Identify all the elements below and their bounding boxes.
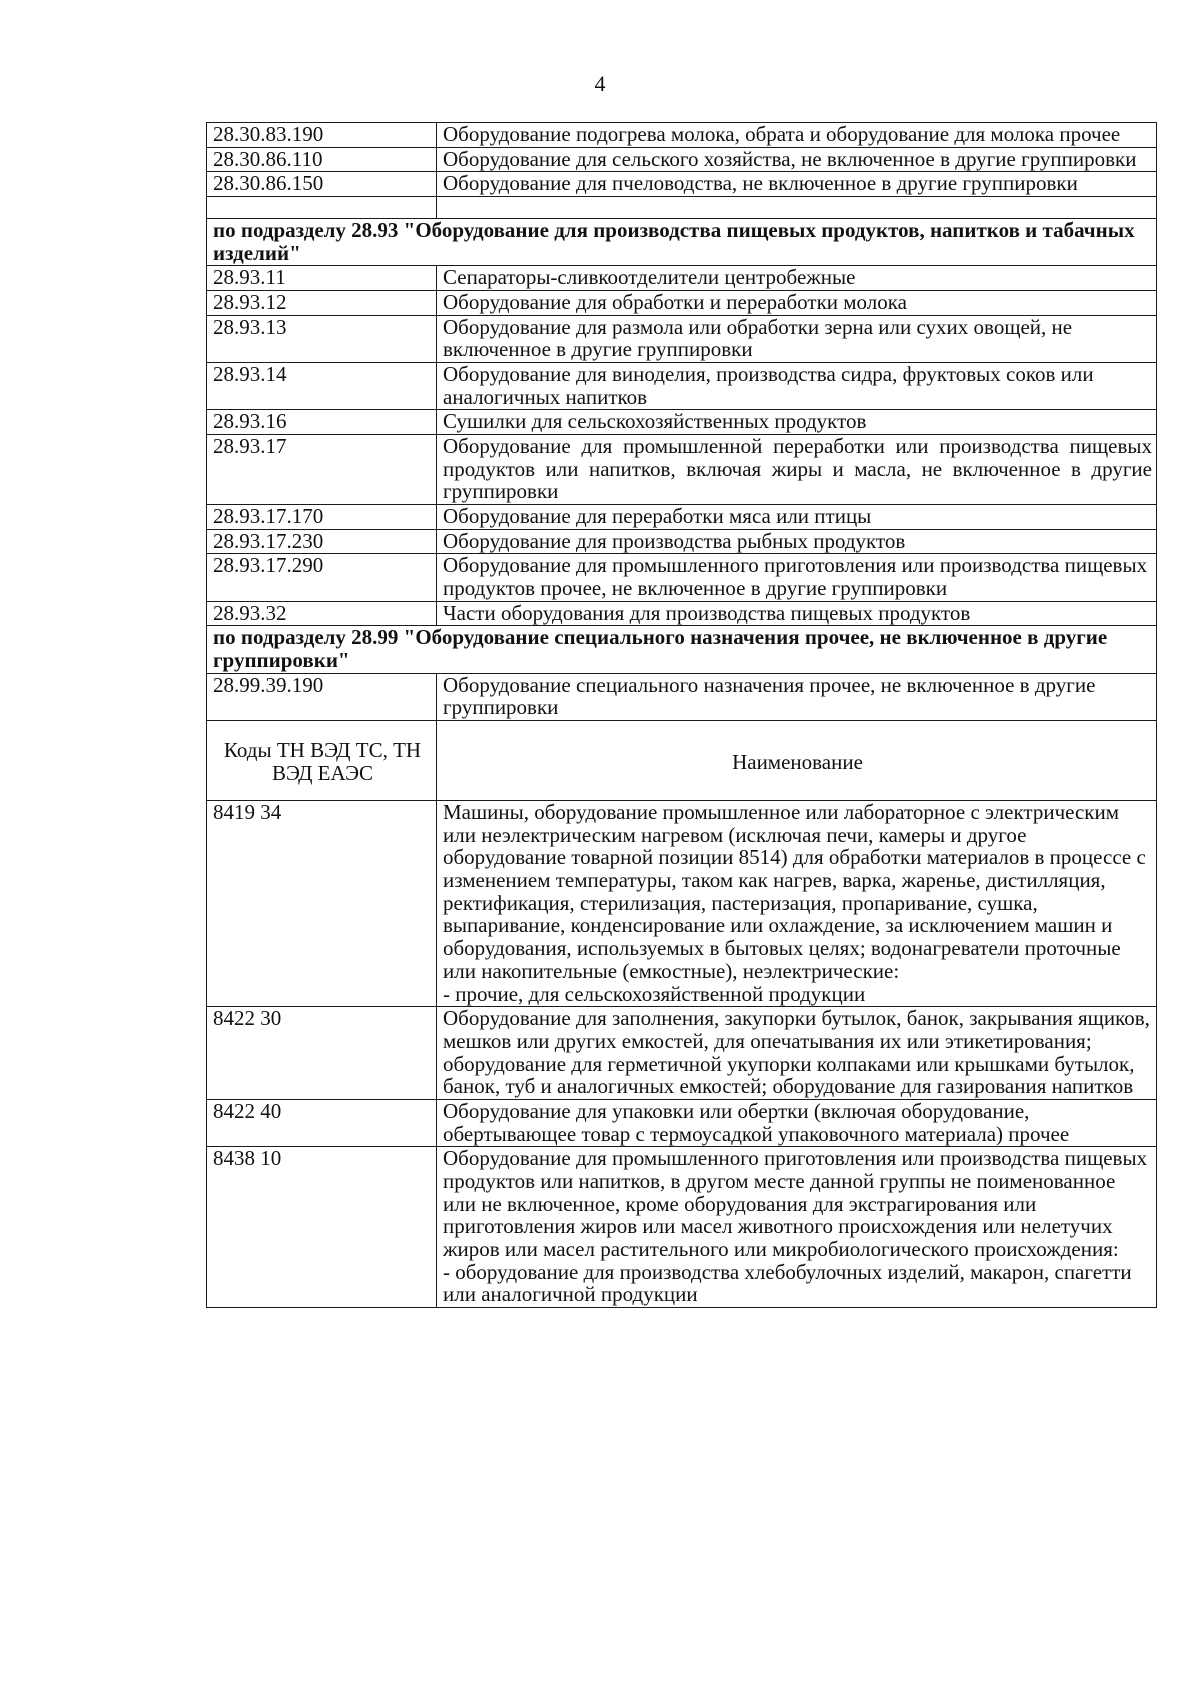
table-row bbox=[207, 147, 1157, 172]
table-row bbox=[207, 435, 1157, 505]
table-row bbox=[207, 123, 1157, 148]
table-row bbox=[207, 801, 1157, 1007]
section-heading-row bbox=[207, 219, 1157, 266]
okpd-code: 28.93.13 bbox=[207, 315, 437, 362]
section-heading-row bbox=[207, 626, 1157, 673]
okpd-name: Сепараторы-сливкоотделители центробежные bbox=[437, 266, 1157, 291]
empty-cell bbox=[437, 197, 1157, 219]
tnved-code: 8438 10 bbox=[207, 1147, 437, 1308]
table-row bbox=[207, 266, 1157, 291]
table-row bbox=[207, 363, 1157, 410]
table-row bbox=[207, 172, 1157, 197]
okpd-name: Оборудование для пчеловодства, не включенное в другие группировки bbox=[437, 172, 1157, 197]
table-row bbox=[207, 1147, 1157, 1308]
table-row bbox=[207, 673, 1157, 720]
tnved-code: 8422 40 bbox=[207, 1099, 437, 1146]
tnved-code: 8419 34 bbox=[207, 801, 437, 1007]
tnved-name-cell bbox=[437, 1147, 1157, 1308]
okpd-name: Оборудование для сельского хозяйства, не включенное в другие группировки bbox=[437, 147, 1157, 172]
okpd-code: 28.93.11 bbox=[207, 266, 437, 291]
okpd-name: Оборудование для обработки и переработки молока bbox=[437, 291, 1157, 316]
okpd-name: Оборудование для переработки мяса или птицы bbox=[437, 505, 1157, 530]
okpd-code: 28.93.32 bbox=[207, 601, 437, 626]
tnved-subitem: - прочие, для сельскохозяйственной продукции bbox=[443, 981, 866, 1006]
okpd-name: Части оборудования для производства пищевых продуктов bbox=[437, 601, 1157, 626]
table-row bbox=[207, 315, 1157, 362]
okpd-code: 28.93.17.290 bbox=[207, 554, 437, 601]
okpd-code: 28.93.12 bbox=[207, 291, 437, 316]
section-heading-2899: по подразделу 28.99 "Оборудование специального назначения прочее, не включенное в другие группировки" bbox=[207, 626, 1157, 673]
okpd-name: Оборудование для промышленного приготовления или производства пищевых продуктов прочее, не включенное в другие группировки bbox=[437, 554, 1157, 601]
okpd-name: Оборудование для промышленной переработки или производства пищевых продуктов или напитков, включая жиры и масла, не включенное в другие группировки bbox=[437, 435, 1157, 505]
table-row bbox=[207, 529, 1157, 554]
tnved-name-cell bbox=[437, 801, 1157, 1007]
table-row bbox=[207, 505, 1157, 530]
okpd-code: 28.30.83.190 bbox=[207, 123, 437, 148]
tnved-subitem: - оборудование для производства хлебобулочных изделий, макарон, спагетти или аналогичной продукции bbox=[443, 1259, 1132, 1307]
section-heading-2893: по подразделу 28.93 "Оборудование для производства пищевых продуктов, напитков и табачных изделий" bbox=[207, 219, 1157, 266]
tnved-name: Оборудование для промышленного приготовления или производства пищевых продуктов или напитков, в другом месте данной группы не поименованное или не включенное, кроме оборудования для экстрагирования или приготовления жиров или масел животного происхождения или нелетучих жиров или масел растительного или микробиологического происхождения: bbox=[443, 1146, 1148, 1261]
okpd-name: Оборудование подогрева молока, обрата и оборудование для молока прочее bbox=[437, 123, 1157, 148]
table-row bbox=[207, 554, 1157, 601]
okpd-code: 28.93.17 bbox=[207, 435, 437, 505]
classification-table bbox=[206, 122, 1157, 1308]
okpd-code: 28.30.86.110 bbox=[207, 147, 437, 172]
tnved-code: 8422 30 bbox=[207, 1007, 437, 1100]
tnved-header-row bbox=[207, 721, 1157, 801]
tnved-name: Оборудование для упаковки или обертки (включая оборудование, обертывающее товар с термоусадкой упаковочного материала) прочее bbox=[437, 1099, 1157, 1146]
table-row bbox=[207, 601, 1157, 626]
okpd-name: Оборудование для виноделия, производства сидра, фруктовых соков или аналогичных напитков bbox=[437, 363, 1157, 410]
table-row bbox=[207, 1007, 1157, 1100]
okpd-name: Оборудование для размола или обработки зерна или сухих овощей, не включенное в другие группировки bbox=[437, 315, 1157, 362]
table-row bbox=[207, 1099, 1157, 1146]
table-row bbox=[207, 410, 1157, 435]
tnved-name: Оборудование для заполнения, закупорки бутылок, банок, закрывания ящиков, мешков или других емкостей, для опечатывания их или этикетирования; оборудование для герметичной укупорки колпаками или крышками бутылок, банок, туб и аналогичных емкостей; оборудование для газирования напитков bbox=[437, 1007, 1157, 1100]
empty-cell bbox=[207, 197, 437, 219]
empty-row bbox=[207, 197, 1157, 219]
okpd-code: 28.93.16 bbox=[207, 410, 437, 435]
okpd-name: Оборудование для производства рыбных продуктов bbox=[437, 529, 1157, 554]
okpd-name: Оборудование специального назначения прочее, не включенное в другие группировки bbox=[437, 673, 1157, 720]
okpd-code: 28.30.86.150 bbox=[207, 172, 437, 197]
okpd-code: 28.93.14 bbox=[207, 363, 437, 410]
tnved-name: Машины, оборудование промышленное или лабораторное с электрическим или неэлектрическим нагревом (исключая печи, камеры и другое оборудование товарной позиции 8514) для обработки материалов в процессе с изменением температуры, таком как нагрев, варка, жаренье, дистилляция, ректификация, стерилизация, пастеризация, пропаривание, сушка, выпаривание, конденсирование или охлаждение, за исключением машин и оборудования, используемых в бытовых целях; водонагреватели проточные или накопительные (емкостные), неэлектрические: bbox=[443, 800, 1146, 983]
tnved-name-header: Наименование bbox=[437, 721, 1157, 801]
tnved-codes-header: Коды ТН ВЭД ТС, ТН ВЭД ЕАЭС bbox=[207, 721, 437, 801]
okpd-code: 28.99.39.190 bbox=[207, 673, 437, 720]
okpd-code: 28.93.17.170 bbox=[207, 505, 437, 530]
page-number: 4 bbox=[594, 71, 606, 96]
okpd-code: 28.93.17.230 bbox=[207, 529, 437, 554]
okpd-name: Сушилки для сельскохозяйственных продуктов bbox=[437, 410, 1157, 435]
table-row bbox=[207, 291, 1157, 316]
